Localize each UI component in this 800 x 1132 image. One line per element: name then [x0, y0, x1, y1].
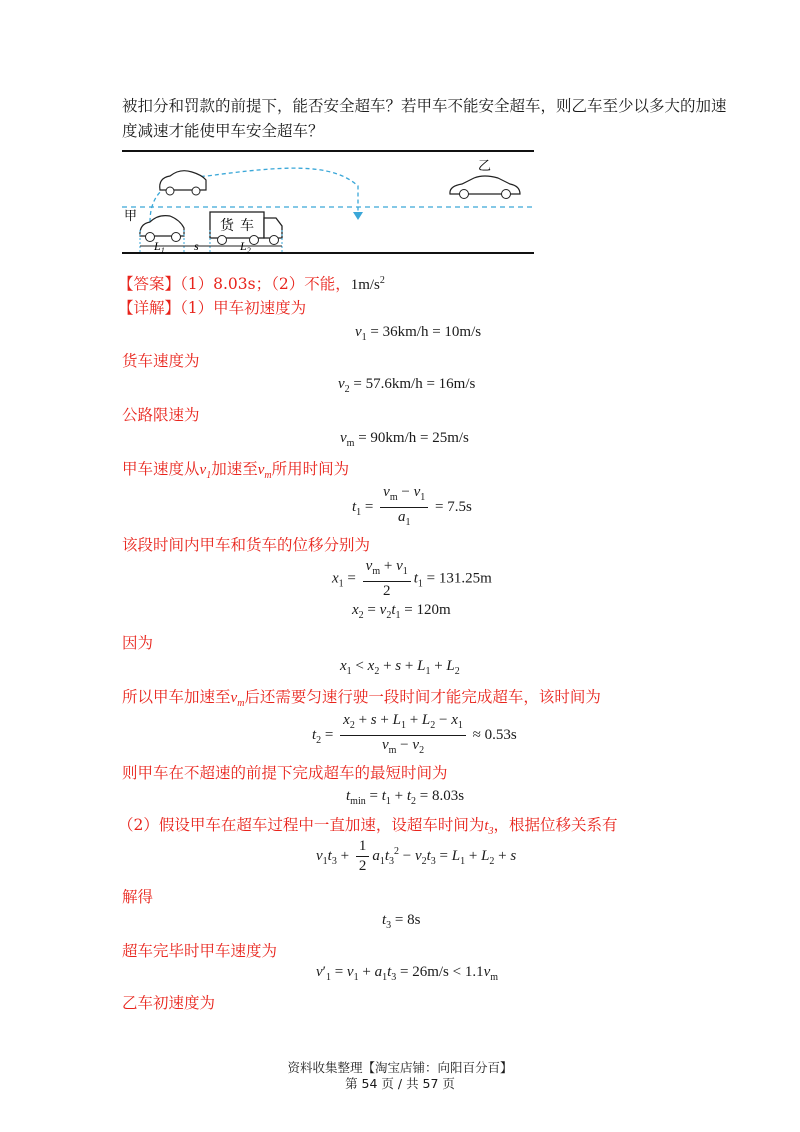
answer-line	[118, 270, 385, 296]
label-limit: 公路限速为	[122, 406, 200, 424]
label-so: 所以甲车加速至$v_m$后还需要匀速行驶一段时间才能完成超车，该时间为	[122, 688, 601, 709]
jia-car-icon	[140, 216, 184, 242]
equation-t2: $t_2$ = $\frac{x_2 + s + L_1 + L_2 - x_1}{v_m - v_2}$ ≈ 0.53s	[312, 712, 517, 756]
label-truck-speed: 货车速度为	[122, 352, 200, 370]
equation-v2: $v_2 = 57.6km/h = 16m/s$	[338, 376, 476, 395]
answer-text: （1）8.03s；（2）不能，	[180, 275, 351, 293]
label-L2: $L_2$	[240, 239, 251, 255]
equation-vm: $v_m = 90km/h = 25m/s$	[340, 430, 469, 449]
label-part2: （2）假设甲车在超车过程中一直加速，设超车时间为$t_3$，根据位移关系有	[118, 816, 618, 837]
equation-t1: $t_1$ = $\frac{v_m - v_1}{a_1}$ = 7.5s	[352, 484, 472, 528]
label-L1: $L_1$	[154, 239, 165, 255]
equation-displacement: $v_1t_3$ + $\frac{1}{2}$ $a_1t_3^2 - v_2t_3 = L_1 + L_2 + s$	[316, 838, 517, 874]
detail-tag: 【详解】	[118, 299, 181, 317]
question-line-2: 度减速才能使甲车安全超车？	[122, 122, 324, 140]
label-min-time: 则甲车在不超速的前提下完成超车的最短时间为	[122, 764, 448, 782]
label-yi: 乙	[478, 159, 492, 174]
jia-car-passing-icon	[160, 171, 206, 195]
equation-inequality: $x_1 < x_2 + s + L_1 + L_2$	[340, 658, 460, 677]
label-s: s	[194, 239, 199, 253]
overtaking-diagram	[122, 148, 538, 260]
equation-v1-prime: $v'_1 = v_1 + a_1t_3 = 26m/s < 1.1v_m$	[316, 964, 499, 983]
label-speed-done: 超车完毕时甲车速度为	[122, 942, 278, 960]
detail-line	[118, 297, 306, 319]
equation-v1: $v_1 = 36km/h = 10m/s$	[355, 324, 482, 343]
equation-t3: $t_3 = 8s$	[382, 912, 421, 931]
label-accel-time: 甲车速度从$v_1$加速至$v_m$所用时间为	[122, 460, 350, 481]
detail-intro: （1）甲车初速度为	[180, 299, 307, 317]
footer-page-number: 第 54 页 / 共 57 页	[345, 1076, 455, 1091]
yi-car-icon	[450, 176, 520, 199]
label-yi-init: 乙车初速度为	[122, 994, 216, 1012]
truck-label-1: 货	[220, 218, 234, 234]
label-displacement: 该段时间内甲车和货车的位移分别为	[122, 536, 371, 554]
label-solve: 解得	[122, 888, 154, 906]
answer-tag: 【答案】	[118, 275, 181, 293]
equation-x2: $x_2 = v_2t_1 = 120m$	[352, 602, 451, 621]
truck-label-2: 车	[240, 218, 254, 234]
equation-x1: $x_1$ = $\frac{v_m + v_1}{2}$ $t_1 = 131.25m$	[332, 558, 492, 599]
label-because: 因为	[122, 634, 154, 652]
footer-source: 资料收集整理【淘宝店铺：向阳百分百】	[287, 1060, 513, 1075]
answer-accel: $1m/s^2$	[350, 275, 385, 293]
equation-tmin: $t_{min} = t_1 + t_2 = 8.03s$	[346, 788, 465, 807]
label-jia: 甲	[124, 209, 138, 224]
question-line-1: 被扣分和罚款的前提下，能否安全超车？若甲车不能安全超车，则乙车至少以多大的加速	[122, 97, 727, 115]
path-arrow-icon	[353, 212, 363, 220]
